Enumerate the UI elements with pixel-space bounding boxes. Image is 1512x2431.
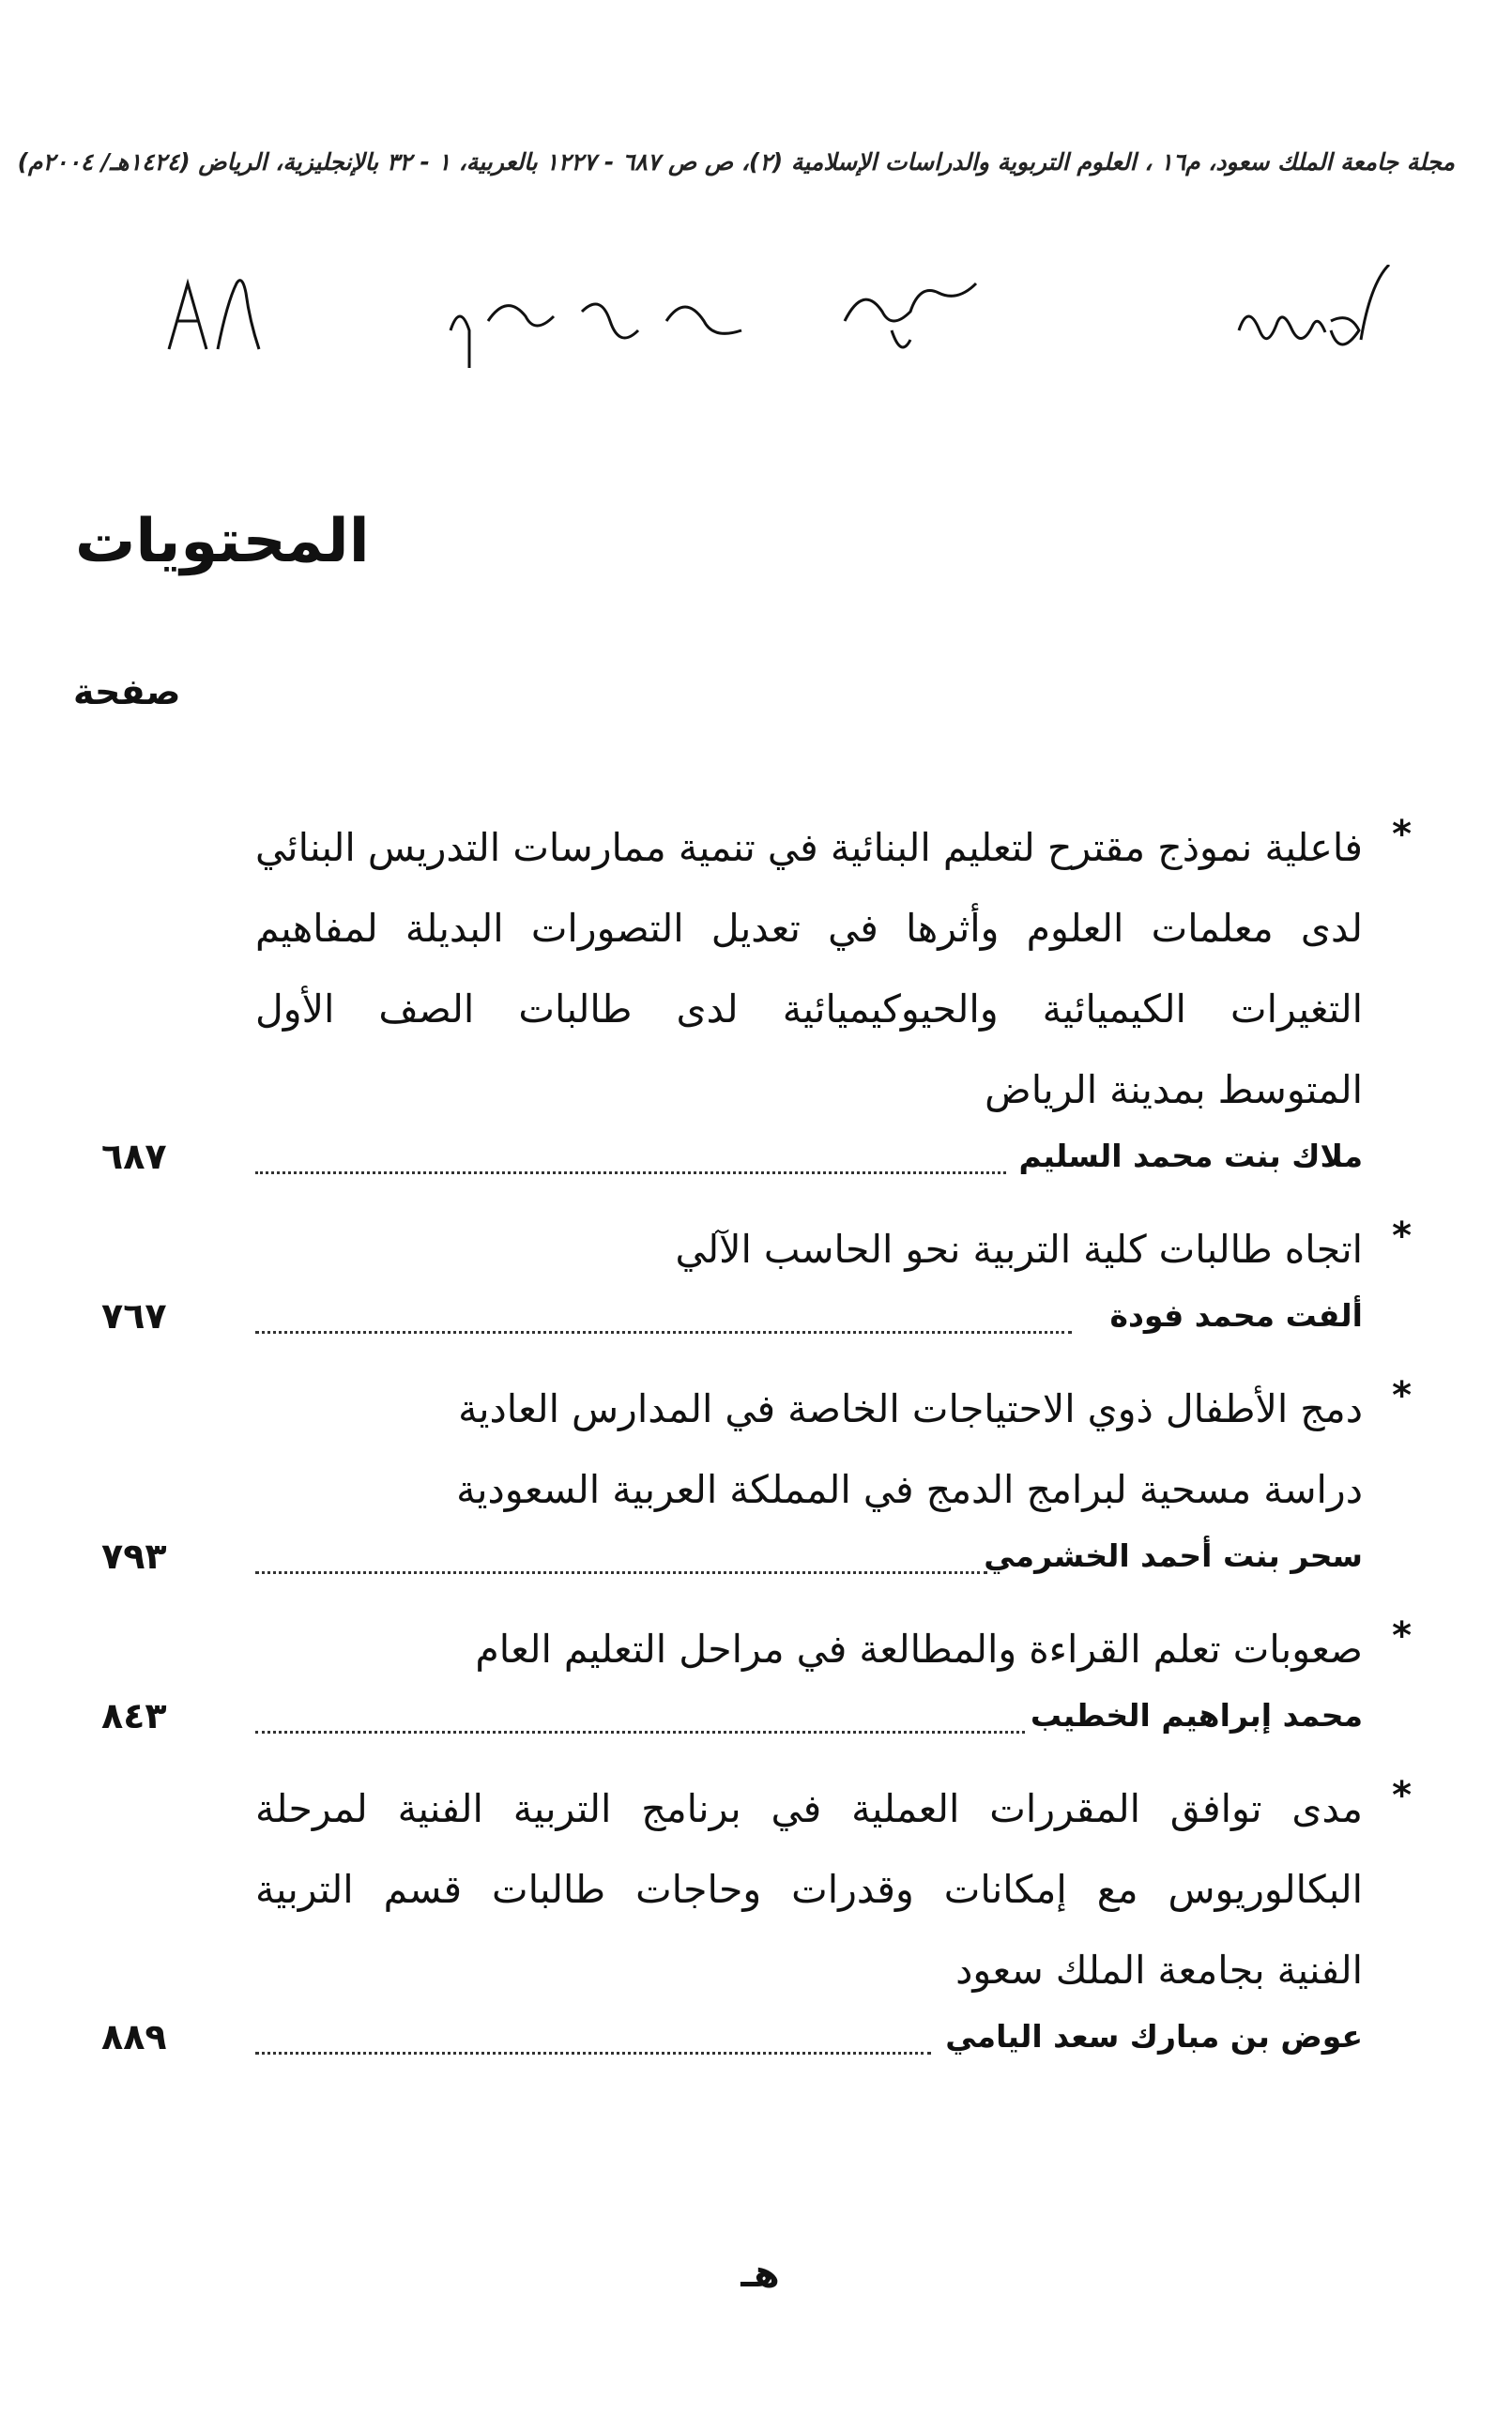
bullet-star-icon: *: [1392, 1774, 1412, 1817]
page-column-label: صفحة: [73, 671, 181, 712]
toc-entry: [0, 1609, 1512, 1759]
toc-author-row: [0, 1290, 1512, 1359]
handwritten-mark-3: [432, 265, 751, 377]
author-name: محمد إبراهيم الخطيب: [1030, 1697, 1363, 1734]
dot-leader: [255, 1571, 987, 1574]
page-number: ٦٨٧: [101, 1136, 167, 1177]
toc-author-row: [0, 1689, 1512, 1759]
title-line: لدى معلمات العلوم وأثرها في تعديل التصورات البديلة لمفاهيم: [255, 906, 1363, 951]
toc-entry-title: [255, 807, 1412, 1130]
toc-entry-title: [255, 1368, 1412, 1530]
bullet-star-icon: *: [1392, 1215, 1412, 1258]
handwritten-mark-2: [835, 265, 1004, 377]
toc-entry: [0, 1209, 1512, 1359]
toc-author-row: [0, 1130, 1512, 1200]
bullet-star-icon: *: [1392, 1614, 1412, 1658]
page-number: ٨٤٣: [101, 1695, 167, 1736]
title-line: مدى توافق المقررات العملية في برنامج التربية الفنية لمرحلة: [255, 1786, 1363, 1831]
page-number: ٧٩٣: [101, 1536, 167, 1577]
title-line: اتجاه طالبات كلية التربية نحو الحاسب الآلي: [675, 1227, 1363, 1272]
handwritten-mark-4: [160, 265, 263, 377]
handwritten-mark-1: [1229, 265, 1398, 377]
bullet-star-icon: *: [1392, 813, 1412, 856]
title-line: صعوبات تعلم القراءة والمطالعة في مراحل التعليم العام: [475, 1627, 1363, 1672]
bullet-star-icon: *: [1392, 1374, 1412, 1417]
author-name: ملاك بنت محمد السليم: [1018, 1138, 1363, 1174]
toc-entry-title: [255, 1609, 1412, 1689]
author-name: عوض بن مبارك سعد اليامي: [945, 2018, 1363, 2055]
journal-citation-header: مجلة جامعة الملك سعود، م١٦ ، العلوم التربوية والدراسات الإسلامية (٢)، ص ص ٦٨٧ - ١٢٢٧ بالعربية، ١ - ٣٢ بالإنجليزية، الرياض (١٤٢٤هـ/ ٢٠٠٤م): [17, 148, 1455, 176]
dot-leader: [255, 1331, 1072, 1334]
title-line: دمج الأطفال ذوي الاحتياجات الخاصة في المدارس العادية: [458, 1386, 1363, 1431]
page-number: ٧٦٧: [101, 1295, 167, 1337]
dot-leader: [255, 1171, 1006, 1174]
toc-entry: [0, 1768, 1512, 2080]
toc-entry: [0, 807, 1512, 1200]
toc-entry-title: [255, 1768, 1412, 2011]
toc-entry-title: [255, 1209, 1412, 1290]
title-line: المتوسط بمدينة الرياض: [985, 1067, 1363, 1112]
toc-entry: [0, 1368, 1512, 1599]
dot-leader: [255, 1731, 1025, 1734]
author-name: ألفت محمد فودة: [1109, 1297, 1363, 1334]
author-name: سحر بنت أحمد الخشرمي: [984, 1537, 1363, 1574]
page-folio: هـ: [741, 2253, 780, 2296]
toc-author-row: [0, 2011, 1512, 2080]
dot-leader: [255, 2052, 931, 2055]
page-number: ٨٨٩: [101, 2016, 167, 2057]
table-of-contents: [0, 807, 1512, 2089]
title-line: التغيرات الكيميائية والحيوكيميائية لدى طالبات الصف الأول: [255, 986, 1363, 1032]
title-line: دراسة مسحية لبرامج الدمج في المملكة العربية السعودية: [456, 1467, 1363, 1512]
title-line: الفنية بجامعة الملك سعود: [955, 1948, 1363, 1993]
contents-heading: المحتويات: [75, 507, 370, 576]
title-line: فاعلية نموذج مقترح لتعليم البنائية في تنمية ممارسات التدريس البنائي: [255, 825, 1363, 870]
toc-author-row: [0, 1530, 1512, 1599]
title-line: البكالوريوس مع إمكانات وقدرات وحاجات طالبات قسم التربية: [255, 1867, 1363, 1912]
